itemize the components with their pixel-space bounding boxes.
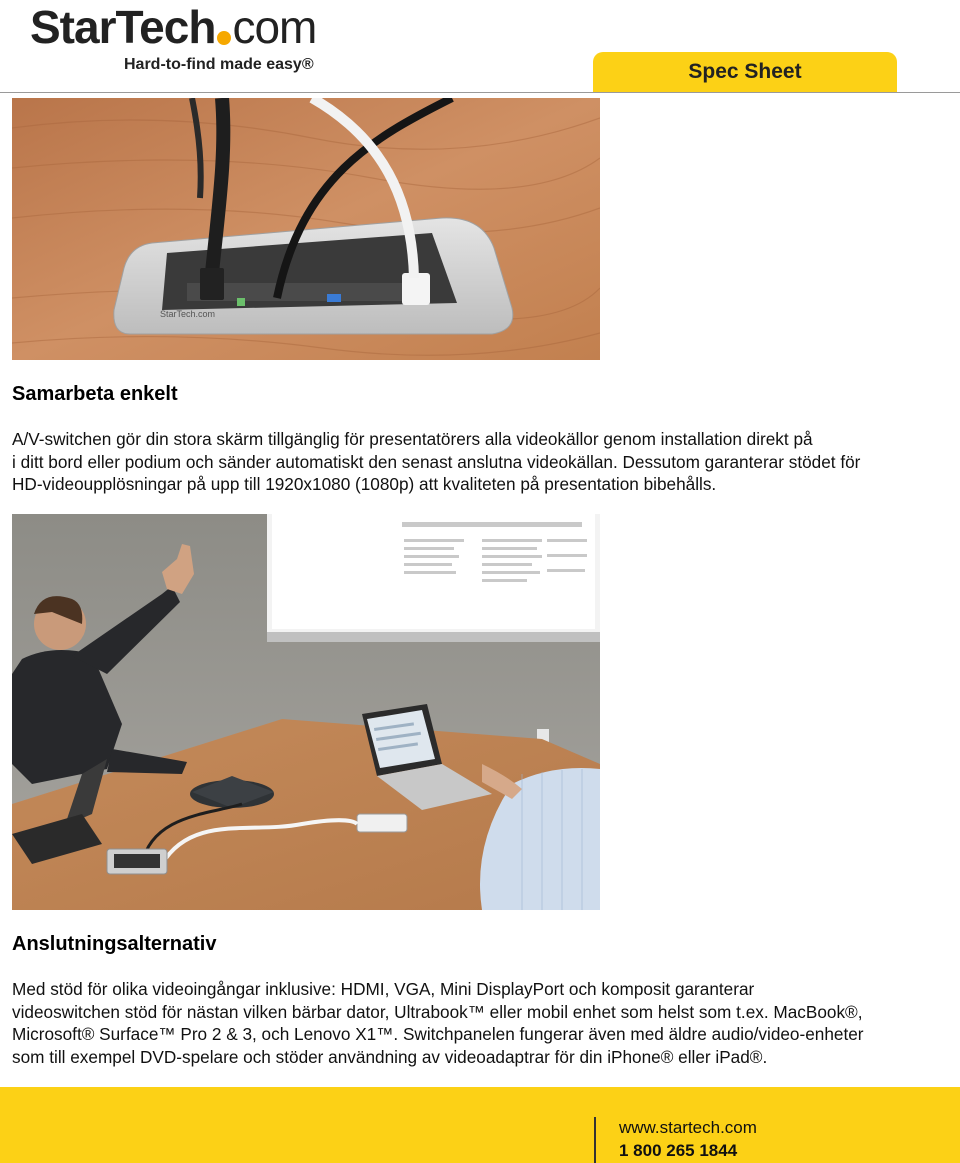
paragraph-line: HD-videoupplösningar på upp till 1920x1080 (1080p) att kvaliteten på presentation bibehålls. [12, 474, 717, 495]
footer-bar [0, 1087, 960, 1163]
product-photo-desk-panel [12, 98, 600, 360]
spec-sheet-label: Spec Sheet [688, 60, 802, 83]
paragraph-line: A/V-switchen gör din stora skärm tillgänglig för presentatörers alla videokällor genom installation direkt på [12, 429, 813, 449]
logo-wordmark: StarTech com [30, 1, 317, 53]
product-photo-meeting-room [12, 514, 600, 910]
section-paragraph-connectivity [12, 978, 952, 1068]
svg-text:StarTech.com: StarTech.com [160, 309, 216, 319]
logo-dot-icon [217, 31, 231, 45]
section-paragraph-collaborate [12, 428, 952, 496]
section-heading-collaborate: Samarbeta enkelt [12, 383, 178, 405]
footer-divider [594, 1117, 596, 1163]
logo-tagline: Hard-to-find made easy® [124, 56, 314, 73]
header-divider [0, 92, 960, 93]
paragraph-line: videoswitchen stöd för nästan vilken bärbar dator, Ultrabook™ eller mobil enhet som helst som t.ex. MacBook®, [12, 1001, 863, 1022]
section-heading-connectivity: Anslutningsalternativ [12, 933, 217, 955]
paragraph-line: i ditt bord eller podium och sänder automatiskt den senast anslutna videokällan. Dessutom garanterar stödet för [12, 451, 861, 472]
footer-website-link[interactable]: www.startech.com [619, 1118, 757, 1137]
footer-phone-number: 1 800 265 1844 [619, 1141, 738, 1160]
paragraph-line: Microsoft® Surface™ Pro 2 & 3, och Lenovo X1™. Switchpanelen fungerar även med äldre audio/video-enheter [12, 1024, 864, 1045]
startech-logo [30, 2, 330, 82]
spec-sheet-tab [593, 52, 897, 92]
paragraph-line: som till exempel DVD-spelare och stöder användning av videoadaptrar för din iPhone® eller iPad®. [12, 1046, 768, 1067]
paragraph-line: Med stöd för olika videoingångar inklusive: HDMI, VGA, Mini DisplayPort och komposit garanterar [12, 979, 755, 999]
